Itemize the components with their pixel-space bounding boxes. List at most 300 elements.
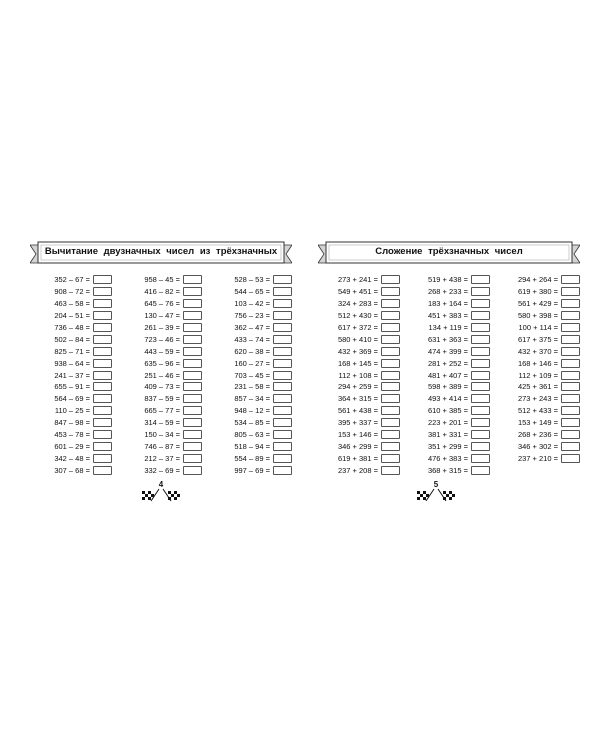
exercise-expression: 825 – 71 = xyxy=(54,346,90,356)
answer-box[interactable] xyxy=(93,430,112,439)
exercise-item xyxy=(210,452,292,464)
answer-box[interactable] xyxy=(183,347,202,356)
answer-box[interactable] xyxy=(273,382,292,391)
answer-box[interactable] xyxy=(273,299,292,308)
exercise-expression: 617 + 375 = xyxy=(517,334,558,344)
exercise-expression: 130 – 47 = xyxy=(144,311,180,321)
exercise-expression: 561 + 438 = xyxy=(337,406,378,416)
exercise-item xyxy=(210,440,292,452)
exercise-item xyxy=(120,310,202,322)
answer-box[interactable] xyxy=(93,311,112,320)
exercise-item xyxy=(498,452,580,464)
exercise-expression: 416 – 82 = xyxy=(144,287,180,297)
answer-box[interactable] xyxy=(273,371,292,380)
exercise-expression: 268 + 233 = xyxy=(427,287,468,297)
answer-box[interactable] xyxy=(183,311,202,320)
answer-box[interactable] xyxy=(183,299,202,308)
exercise-item xyxy=(120,393,202,405)
exercise-column xyxy=(120,274,202,476)
answer-box[interactable] xyxy=(561,371,580,380)
exercise-item xyxy=(408,417,490,429)
exercise-item xyxy=(318,333,400,345)
exercise-expression: 610 + 385 = xyxy=(427,406,468,416)
exercise-expression: 332 – 69 = xyxy=(144,465,180,475)
exercise-expression: 805 – 63 = xyxy=(234,430,270,440)
answer-box[interactable] xyxy=(561,406,580,415)
exercise-expression: 665 – 77 = xyxy=(144,406,180,416)
answer-box[interactable] xyxy=(471,394,490,403)
exercise-expression: 153 + 149 = xyxy=(517,418,558,428)
exercise-item xyxy=(408,369,490,381)
exercise-item xyxy=(408,286,490,298)
exercise-item xyxy=(408,464,490,476)
answer-box[interactable] xyxy=(471,454,490,463)
exercise-expression: 561 + 429 = xyxy=(517,299,558,309)
answer-box[interactable] xyxy=(183,418,202,427)
exercise-expression: 443 – 59 = xyxy=(144,346,180,356)
answer-box[interactable] xyxy=(183,430,202,439)
exercise-expression: 204 – 51 = xyxy=(54,311,90,321)
exercise-expression: 351 + 299 = xyxy=(427,441,468,451)
exercise-expression: 493 + 414 = xyxy=(427,394,468,404)
answer-box[interactable] xyxy=(381,275,400,284)
answer-box[interactable] xyxy=(471,323,490,332)
exercise-item xyxy=(210,345,292,357)
exercise-item xyxy=(318,417,400,429)
page-number: 4 xyxy=(158,480,164,490)
exercise-expression: 619 + 381 = xyxy=(337,453,378,463)
exercise-expression: 381 + 331 = xyxy=(427,430,468,440)
exercise-item xyxy=(30,452,112,464)
exercise-item xyxy=(318,274,400,286)
exercise-item xyxy=(120,345,202,357)
answer-box[interactable] xyxy=(561,323,580,332)
answer-box[interactable] xyxy=(381,359,400,368)
answer-box[interactable] xyxy=(381,406,400,415)
exercise-item xyxy=(408,298,490,310)
answer-box[interactable] xyxy=(381,454,400,463)
answer-box[interactable] xyxy=(381,382,400,391)
exercise-item xyxy=(120,322,202,334)
answer-box[interactable] xyxy=(561,430,580,439)
exercise-item xyxy=(30,357,112,369)
exercise-item xyxy=(318,369,400,381)
exercise-item xyxy=(318,345,400,357)
answer-box[interactable] xyxy=(381,394,400,403)
exercise-expression: 237 + 208 = xyxy=(337,465,378,475)
answer-box[interactable] xyxy=(471,311,490,320)
exercise-expression: 534 – 85 = xyxy=(234,418,270,428)
answer-box[interactable] xyxy=(471,287,490,296)
exercise-expression: 324 + 283 = xyxy=(337,299,378,309)
answer-box[interactable] xyxy=(561,311,580,320)
exercise-expression: 281 + 252 = xyxy=(427,358,468,368)
answer-box[interactable] xyxy=(183,394,202,403)
answer-box[interactable] xyxy=(471,359,490,368)
exercise-expression: 512 + 430 = xyxy=(337,311,378,321)
checkered-flags-icon xyxy=(414,486,458,502)
answer-box[interactable] xyxy=(273,359,292,368)
exercise-item xyxy=(30,274,112,286)
exercise-item xyxy=(498,310,580,322)
exercise-item xyxy=(210,274,292,286)
exercise-expression: 512 + 433 = xyxy=(517,406,558,416)
answer-box[interactable] xyxy=(561,418,580,427)
exercise-expression: 958 – 45 = xyxy=(144,275,180,285)
exercise-expression: 112 + 108 = xyxy=(338,370,378,380)
answer-box[interactable] xyxy=(381,311,400,320)
answer-box[interactable] xyxy=(471,275,490,284)
exercise-item xyxy=(318,381,400,393)
exercise-expression: 601 – 29 = xyxy=(54,441,90,451)
exercise-expression: 502 – 84 = xyxy=(54,334,90,344)
exercise-item xyxy=(120,417,202,429)
exercise-item xyxy=(408,333,490,345)
exercise-expression: 997 – 69 = xyxy=(234,465,270,475)
exercise-columns xyxy=(318,274,580,476)
answer-box[interactable] xyxy=(561,299,580,308)
answer-box[interactable] xyxy=(561,394,580,403)
exercise-item xyxy=(120,464,202,476)
exercise-item xyxy=(30,464,112,476)
answer-box[interactable] xyxy=(381,323,400,332)
exercise-item xyxy=(498,345,580,357)
answer-box[interactable] xyxy=(93,466,112,475)
answer-box[interactable] xyxy=(273,406,292,415)
exercise-item xyxy=(498,369,580,381)
answer-box[interactable] xyxy=(183,442,202,451)
exercise-item xyxy=(498,357,580,369)
answer-box[interactable] xyxy=(273,323,292,332)
exercise-item xyxy=(210,298,292,310)
exercise-item xyxy=(498,274,580,286)
exercise-column xyxy=(210,274,292,476)
exercise-item xyxy=(408,393,490,405)
exercise-expression: 342 – 48 = xyxy=(54,453,90,463)
exercise-item xyxy=(318,464,400,476)
exercise-item xyxy=(30,393,112,405)
exercise-expression: 368 + 315 = xyxy=(427,465,468,475)
page-title: Вычитание двузначных чисел из трёхзначных xyxy=(44,246,278,257)
page-number-area xyxy=(318,480,580,504)
exercise-item xyxy=(408,357,490,369)
exercise-item xyxy=(498,417,580,429)
exercise-expression: 103 – 42 = xyxy=(234,299,270,309)
exercise-expression: 746 – 87 = xyxy=(144,441,180,451)
answer-box[interactable] xyxy=(561,442,580,451)
exercise-item xyxy=(318,357,400,369)
answer-box[interactable] xyxy=(381,371,400,380)
exercise-expression: 598 + 389 = xyxy=(427,382,468,392)
exercise-expression: 273 + 243 = xyxy=(517,394,558,404)
answer-box[interactable] xyxy=(93,442,112,451)
exercise-item xyxy=(498,429,580,441)
exercise-expression: 168 + 145 = xyxy=(337,358,378,368)
exercise-item xyxy=(30,381,112,393)
exercise-expression: 307 – 68 = xyxy=(54,465,90,475)
exercise-expression: 453 – 78 = xyxy=(54,430,90,440)
exercise-item xyxy=(408,274,490,286)
exercise-expression: 948 – 12 = xyxy=(234,406,270,416)
exercise-item xyxy=(210,417,292,429)
exercise-expression: 580 + 398 = xyxy=(517,311,558,321)
exercise-expression: 294 + 264 = xyxy=(517,275,558,285)
answer-box[interactable] xyxy=(471,299,490,308)
exercise-item xyxy=(408,452,490,464)
exercise-item xyxy=(498,393,580,405)
exercise-item xyxy=(408,429,490,441)
answer-box[interactable] xyxy=(93,335,112,344)
exercise-item xyxy=(210,310,292,322)
exercise-item xyxy=(120,357,202,369)
exercise-item xyxy=(30,369,112,381)
exercise-item xyxy=(120,452,202,464)
exercise-expression: 620 – 38 = xyxy=(234,346,270,356)
exercise-item xyxy=(408,322,490,334)
answer-box[interactable] xyxy=(183,406,202,415)
answer-box[interactable] xyxy=(471,382,490,391)
exercise-item xyxy=(120,369,202,381)
right-page xyxy=(318,240,580,504)
exercise-expression: 837 – 59 = xyxy=(144,394,180,404)
answer-box[interactable] xyxy=(183,275,202,284)
answer-box[interactable] xyxy=(381,442,400,451)
exercise-expression: 231 – 58 = xyxy=(234,382,270,392)
exercise-item xyxy=(408,345,490,357)
exercise-expression: 631 + 363 = xyxy=(427,334,468,344)
answer-box[interactable] xyxy=(183,359,202,368)
exercise-column xyxy=(30,274,112,476)
exercise-item xyxy=(120,298,202,310)
exercise-item xyxy=(318,310,400,322)
exercise-expression: 580 + 410 = xyxy=(337,334,378,344)
exercise-expression: 212 – 37 = xyxy=(144,453,180,463)
answer-box[interactable] xyxy=(561,275,580,284)
answer-box[interactable] xyxy=(273,287,292,296)
exercise-item xyxy=(210,393,292,405)
exercise-expression: 261 – 39 = xyxy=(144,323,180,332)
exercise-item xyxy=(498,405,580,417)
exercise-item xyxy=(120,405,202,417)
exercise-item xyxy=(318,322,400,334)
answer-box[interactable] xyxy=(93,394,112,403)
answer-box[interactable] xyxy=(381,335,400,344)
exercise-expression: 481 + 407 = xyxy=(427,370,468,380)
exercise-expression: 617 + 372 = xyxy=(337,323,378,332)
exercise-item xyxy=(408,381,490,393)
exercise-expression: 364 + 315 = xyxy=(337,394,378,404)
answer-box[interactable] xyxy=(381,287,400,296)
exercise-item xyxy=(408,405,490,417)
exercise-expression: 544 – 65 = xyxy=(234,287,270,297)
exercise-item xyxy=(120,333,202,345)
exercise-item xyxy=(498,440,580,452)
exercise-item xyxy=(30,429,112,441)
answer-box[interactable] xyxy=(381,347,400,356)
exercise-item xyxy=(30,417,112,429)
exercise-expression: 476 + 383 = xyxy=(427,453,468,463)
exercise-expression: 756 – 23 = xyxy=(234,311,270,321)
exercise-item xyxy=(120,429,202,441)
exercise-expression: 645 – 76 = xyxy=(144,299,180,309)
exercise-expression: 273 + 241 = xyxy=(337,275,378,285)
exercise-item xyxy=(30,405,112,417)
answer-box[interactable] xyxy=(93,287,112,296)
answer-box[interactable] xyxy=(381,466,400,475)
exercise-item xyxy=(210,405,292,417)
answer-box[interactable] xyxy=(561,454,580,463)
answer-box[interactable] xyxy=(273,418,292,427)
answer-box[interactable] xyxy=(471,347,490,356)
answer-box[interactable] xyxy=(183,335,202,344)
answer-box[interactable] xyxy=(273,311,292,320)
exercise-item xyxy=(318,298,400,310)
exercise-expression: 241 – 37 = xyxy=(54,370,90,380)
exercise-item xyxy=(210,322,292,334)
exercise-item xyxy=(318,393,400,405)
exercise-expression: 251 – 46 = xyxy=(144,370,180,380)
answer-box[interactable] xyxy=(471,442,490,451)
exercise-item xyxy=(210,429,292,441)
answer-box[interactable] xyxy=(471,406,490,415)
answer-box[interactable] xyxy=(93,275,112,284)
exercise-item xyxy=(318,405,400,417)
exercise-expression: 549 + 451 = xyxy=(337,287,378,297)
exercise-expression: 847 – 98 = xyxy=(54,418,90,428)
exercise-expression: 346 + 299 = xyxy=(337,441,378,451)
answer-box[interactable] xyxy=(381,299,400,308)
answer-box[interactable] xyxy=(471,335,490,344)
exercise-expression: 168 + 146 = xyxy=(517,358,558,368)
exercise-expression: 153 + 146 = xyxy=(337,430,378,440)
exercise-expression: 703 – 45 = xyxy=(234,370,270,380)
exercise-expression: 409 – 73 = xyxy=(144,382,180,392)
exercise-item xyxy=(120,286,202,298)
exercise-expression: 857 – 34 = xyxy=(234,394,270,404)
exercise-item xyxy=(30,310,112,322)
answer-box[interactable] xyxy=(561,382,580,391)
answer-box[interactable] xyxy=(471,430,490,439)
answer-box[interactable] xyxy=(561,335,580,344)
checkered-flags-icon xyxy=(139,486,183,502)
answer-box[interactable] xyxy=(93,359,112,368)
answer-box[interactable] xyxy=(93,418,112,427)
answer-box[interactable] xyxy=(561,347,580,356)
answer-box[interactable] xyxy=(471,418,490,427)
exercise-item xyxy=(210,464,292,476)
exercise-expression: 451 + 383 = xyxy=(427,311,468,321)
exercise-item xyxy=(30,345,112,357)
exercise-expression: 554 – 89 = xyxy=(234,453,270,463)
answer-box[interactable] xyxy=(273,394,292,403)
answer-box[interactable] xyxy=(93,382,112,391)
exercise-item xyxy=(318,429,400,441)
exercise-expression: 183 + 164 = xyxy=(427,299,468,309)
exercise-item xyxy=(120,274,202,286)
exercise-item xyxy=(210,357,292,369)
exercise-expression: 938 – 64 = xyxy=(54,358,90,368)
exercise-expression: 433 – 74 = xyxy=(234,334,270,344)
answer-box[interactable] xyxy=(93,406,112,415)
answer-box[interactable] xyxy=(381,418,400,427)
exercise-column xyxy=(498,274,580,476)
exercise-expression: 362 – 47 = xyxy=(234,323,270,332)
answer-box[interactable] xyxy=(273,430,292,439)
exercise-item xyxy=(30,298,112,310)
answer-box[interactable] xyxy=(471,466,490,475)
exercise-item xyxy=(408,310,490,322)
exercise-column xyxy=(318,274,400,476)
answer-box[interactable] xyxy=(273,466,292,475)
answer-box[interactable] xyxy=(93,323,112,332)
exercise-item xyxy=(30,440,112,452)
exercise-expression: 268 + 236 = xyxy=(517,430,558,440)
exercise-expression: 432 + 369 = xyxy=(337,346,378,356)
exercise-expression: 346 + 302 = xyxy=(517,441,558,451)
exercise-expression: 223 + 201 = xyxy=(427,418,468,428)
exercise-expression: 655 – 91 = xyxy=(54,382,90,392)
answer-box[interactable] xyxy=(273,442,292,451)
exercise-item xyxy=(30,286,112,298)
answer-box[interactable] xyxy=(273,335,292,344)
exercise-expression: 519 + 438 = xyxy=(427,275,468,285)
answer-box[interactable] xyxy=(471,371,490,380)
answer-box[interactable] xyxy=(183,287,202,296)
answer-box[interactable] xyxy=(273,275,292,284)
title-banner xyxy=(318,240,580,268)
exercise-expression: 110 – 25 = xyxy=(54,406,90,416)
exercise-item xyxy=(498,322,580,334)
exercise-item xyxy=(408,440,490,452)
exercise-expression: 395 + 337 = xyxy=(337,418,378,428)
exercise-expression: 635 – 96 = xyxy=(144,358,180,368)
exercise-expression: 564 – 69 = xyxy=(54,394,90,404)
exercise-item xyxy=(210,369,292,381)
answer-box[interactable] xyxy=(183,371,202,380)
exercise-expression: 160 – 27 = xyxy=(234,358,270,368)
answer-box[interactable] xyxy=(183,382,202,391)
answer-box[interactable] xyxy=(93,454,112,463)
answer-box[interactable] xyxy=(183,466,202,475)
answer-box[interactable] xyxy=(561,359,580,368)
exercise-item xyxy=(318,452,400,464)
answer-box[interactable] xyxy=(273,454,292,463)
answer-box[interactable] xyxy=(93,371,112,380)
exercise-item xyxy=(210,333,292,345)
exercise-expression: 736 – 48 = xyxy=(54,323,90,332)
exercise-expression: 463 – 58 = xyxy=(54,299,90,309)
page-number: 5 xyxy=(433,480,439,490)
exercise-expression: 112 + 109 = xyxy=(518,370,558,380)
left-page xyxy=(30,240,292,504)
answer-box[interactable] xyxy=(93,347,112,356)
exercise-item xyxy=(318,440,400,452)
exercise-expression: 528 – 53 = xyxy=(234,275,270,285)
answer-box[interactable] xyxy=(93,299,112,308)
exercise-expression: 134 + 119 = xyxy=(428,323,468,332)
answer-box[interactable] xyxy=(183,454,202,463)
answer-box[interactable] xyxy=(561,287,580,296)
exercise-expression: 100 + 114 = xyxy=(518,323,558,332)
answer-box[interactable] xyxy=(381,430,400,439)
exercise-column xyxy=(408,274,490,476)
exercise-item xyxy=(498,333,580,345)
exercise-item xyxy=(120,440,202,452)
exercise-item xyxy=(498,286,580,298)
answer-box[interactable] xyxy=(183,323,202,332)
exercise-expression: 314 – 59 = xyxy=(144,418,180,428)
answer-box[interactable] xyxy=(273,347,292,356)
